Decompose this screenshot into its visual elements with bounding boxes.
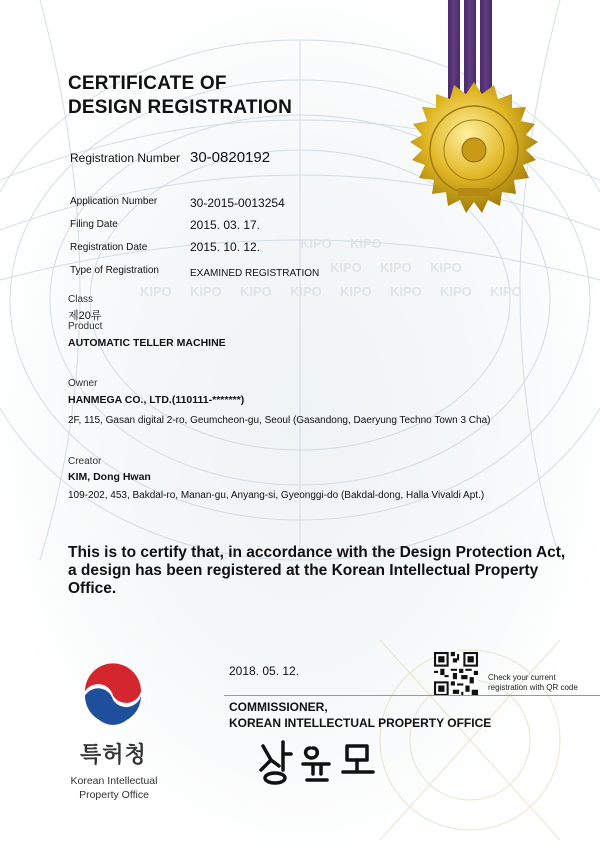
watermark-text: KIPO [330,260,362,275]
registration-type-label: Type of Registration [70,265,159,276]
watermark-text: KIPO [240,284,272,299]
watermark-text: KIPO [290,284,322,299]
watermark-text: KIPO [190,284,222,299]
divider-line [224,695,600,696]
qr-code-icon[interactable] [434,652,478,696]
owner-name: HANMEGA CO., LTD.(110111-*******) [68,394,245,406]
registration-date-label: Registration Date [70,242,148,253]
watermark-text: KIPO [300,236,332,251]
signature-image [255,736,395,786]
kipo-korean-name: 특허청 [80,742,147,767]
document-title [68,72,292,120]
qr-caption-line: registration with QR code [488,683,578,692]
watermark-text: KIPO [440,284,472,299]
application-number-value: 30-2015-0013254 [190,196,285,210]
kipo-logo-icon [78,662,148,732]
registration-number-value: 30-0820192 [190,149,271,166]
watermark-text: KIPO [390,284,422,299]
creator-address: 109-202, 453, Bakdal-ro, Manan-gu, Anyang-si, Gyeonggi-do (Bakdal-dong, Halla Vivaldi Apt.) [68,490,485,501]
commissioner-line: COMMISSIONER, [229,700,328,714]
registration-type-value: EXAMINED REGISTRATION [190,268,320,279]
watermark-text: KIPO [430,260,462,275]
class-value: 제20류 [68,310,102,322]
commissioner-title [229,699,491,731]
filing-date-value: 2015. 03. 17. [190,218,261,232]
title-line: DESIGN REGISTRATION [68,97,293,118]
watermark-text: KIPO [380,260,412,275]
application-number-label: Application Number [70,196,158,207]
qr-caption [488,673,578,693]
product-label: Product [68,321,103,332]
owner-address: 2F, 115, Gasan digital 2-ro, Geumcheon-gu, Seoul (Gasandong, Daeryung Techno Town 3 Cha) [68,415,491,426]
commissioner-line: KOREAN INTELLECTUAL PROPERTY OFFICE [229,716,492,730]
watermark-text: KIPO [340,284,372,299]
gold-seal-icon [402,80,546,224]
watermark-text: KIPO [140,284,172,299]
product-value: AUTOMATIC TELLER MACHINE [68,337,226,349]
watermark-text: KIPO [490,284,522,299]
owner-label: Owner [68,378,98,389]
creator-label: Creator [68,456,102,467]
issue-date: 2018. 05. 12. [229,664,300,678]
creator-name: KIM, Dong Hwan [68,471,151,483]
kipo-english-line: Korean Intellectual [70,775,158,787]
qr-caption-line: Check your current [488,673,556,682]
certification-statement: This is to certify that, in accordance with the Design Protection Act, a design has been registered at the Korean Intellectual Property Office. [68,544,566,597]
class-label: Class [68,294,94,305]
watermark-text: KIPO [350,236,382,251]
filing-date-label: Filing Date [70,219,118,230]
kipo-english-line: Property Office [79,789,149,801]
title-line: CERTIFICATE OF [68,73,227,94]
kipo-english-name [62,774,166,802]
registration-number-label: Registration Number [70,151,181,165]
registration-date-value: 2015. 10. 12. [190,240,261,254]
